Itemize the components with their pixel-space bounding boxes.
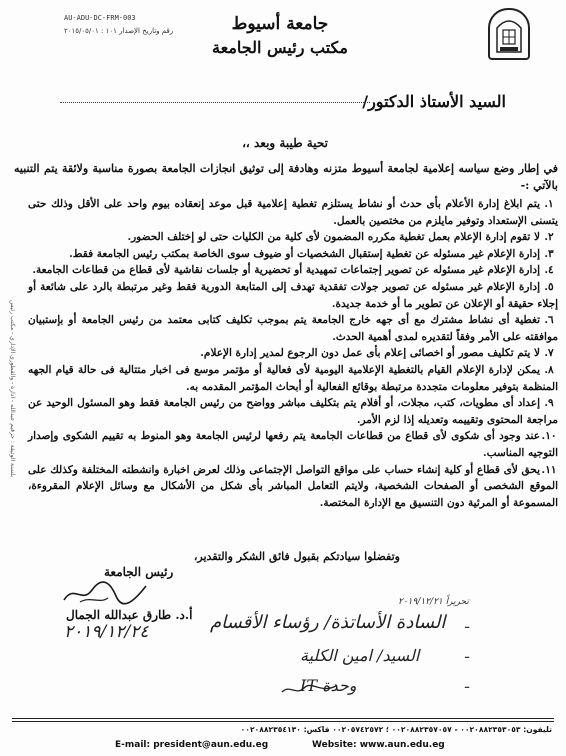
form-code: AU-ADU-DC-FRM-003 xyxy=(64,14,136,22)
item-number: ٢. xyxy=(544,231,554,244)
item-number: ١. xyxy=(544,198,554,210)
item-text: إدارة الإعلام غير مسئوله عن تغطية إستقبال الشخصيات أو ضيوف سوى الخاصة بمكتب رئيس الجامعة فقط. xyxy=(69,247,540,260)
item-number: ٨. xyxy=(544,363,554,376)
salutation: السيد الأستاذ الدكتور/ xyxy=(362,92,506,111)
item-text: يحق لأى قطاع أو كلية إنشاء حساب على مواقع التواصل الإجتماعى وذلك لعرض اخبارة وانشطته المختلفة وكذلك على الموقع الشخصى أو الصفحات الشخصية، ولايتم التعامل المباشر بأى شكل من الأشكال مع وسائل الإعلام المقروءة، المسموعة أو المرئية دون التنسيق مع الإدارة المختصة. xyxy=(28,463,558,509)
salutation-dotted-line xyxy=(60,102,370,103)
footer-rule xyxy=(12,721,554,722)
item-number: ١٠. xyxy=(541,430,557,443)
list-item xyxy=(28,262,558,279)
item-text: إدارة الإعلام غير مسئوله عن تصوير جولات تفقدية تهدف إلى المتابعة الدورية فقط وغير مرتبطة بالرد على شائعة أو إجلاء حقيقة أو الإعلان عن تطوير ما أو خدمة جديدة. xyxy=(28,280,558,310)
item-text: يتم ابلاغ إدارة الأعلام بأى حدث أو نشاط يستلزم تغطية إعلامية قبل موعد إنعقاده بيوم واحد على الأقل وذلك حتى يتسنى الإستعداد وتوفير مايلزم من مختصين بالعمل. xyxy=(28,198,558,227)
distribution-line-2: السيد/ امين الكلية xyxy=(300,646,420,665)
item-number: ٤. xyxy=(544,264,554,277)
signature-title: رئيس الجامعة xyxy=(104,565,174,579)
list-item xyxy=(28,229,558,246)
distribution-dash: ـ xyxy=(464,676,470,692)
item-text: إدارة الإعلام غير مسئوله عن تصوير إجتماعات تمهيدية أو تحضيرية أو جلسات نقاشية لأى قطاع من قطاعات الجامعة. xyxy=(32,264,540,277)
item-number: ٥. xyxy=(544,280,554,293)
item-text: تغطية أى نشاط مشترك مع أى جهه خارج الجامعة يتم بموجب تكليف كتابى معتمد من رئيس الجامعة أو بإستبيان موافقته على الأمر وفقاً لتقديره لمدى أهمية الحدث. xyxy=(28,314,558,343)
issue-date: رقم وتاريخ الإصدار ١٠١ : ٢٠١٥/٠٥/٠١ xyxy=(64,27,174,35)
handwritten-signature xyxy=(60,578,150,608)
instruction-list xyxy=(28,196,558,511)
item-number: ١١. xyxy=(541,463,557,476)
footer-rule xyxy=(12,718,554,719)
distribution-dash: ـ xyxy=(464,616,470,632)
footer-website: Website: www.aun.edu.eg xyxy=(312,740,445,750)
footer-phones: تليفون: ٠٠٢٠٨٨٢٣٥٣٠٥٣ - ٠٠٢٠٨٨٢٣٥٧٠٥٧ ؛ ٠٠٢٠٥٧٤٢٥٧٢ فاكس: ٠٠٢٠٨٨٢٣٥٤١٣٠ xyxy=(240,725,552,734)
item-text: إعداد أى مطويات، كتب، مجلات، أو أفلام يتم بتكليف مباشر وواضح من رئيس الجامعة فقط وهو المسئول الوحيد عن مراجعة المحتوى وتقييمه وتعديله إذا لزم الأمر. xyxy=(28,397,558,426)
distribution-line-3: وحدة IT xyxy=(300,676,357,695)
list-item xyxy=(28,246,558,263)
list-item xyxy=(28,428,558,461)
item-number: ٧. xyxy=(544,347,554,360)
footer-email: E-mail: president@aun.edu.eg xyxy=(115,740,269,750)
list-item xyxy=(28,345,558,362)
university-name: جامعة أسيوط xyxy=(231,14,329,34)
greeting: تحية طيبة وبعد ،، xyxy=(242,136,328,150)
signatory-name: أ.د. طارق عبدالله الجمال xyxy=(66,608,193,622)
intro-paragraph: في إطار وضع سياسه إعلامية لجامعة أسيوط متزنه وهادفة إلى توثيق انجازات الجامعة بصورة مناسبة ولائقة يتم التنبيه بالآتي :- xyxy=(14,162,558,192)
item-text: يمكن لإدارة الإعلام القيام بالتغطية الإعلامية اليومية لأى فعالية أو مؤتمر موسع فى اخبار متتالية فى حالة قيام الجهه المنظمة بتوفير معلومات متجددة مرتبطة بوقائع الفعالية أو أبحاث المؤتمر المقدمه به. xyxy=(28,363,558,393)
list-item xyxy=(28,462,558,512)
item-number: ٣. xyxy=(544,247,554,260)
list-item xyxy=(28,362,558,395)
crest-graphic xyxy=(492,12,526,56)
item-text: عند وجود أى شكوى لأى قطاع من قطاعات الجامعة يتم رفعها لرئيس الجامعة وهو المنوط به تقييم الشكوى وإصدار التوجيه المناسب. xyxy=(28,430,558,459)
office-name: مكتب رئيس الجامعة xyxy=(212,38,348,57)
letter-date: تحريراً ٢٠١٩/١٢/٢١ xyxy=(398,597,469,607)
item-number: ٩. xyxy=(544,397,554,410)
distribution-line-1: السادة الأساتذة/ رؤساء الأقسام xyxy=(210,612,446,633)
signature-date: ٢٠١٩/١٢/٢٤ xyxy=(64,622,149,642)
handwritten-initials xyxy=(280,680,340,700)
distribution-dash: ـ xyxy=(464,646,470,662)
item-text: لا يتم تكليف مصور أو اخصائى إعلام بأى عمل دون الرجوع لمدير إدارة الإعلام. xyxy=(200,347,540,360)
list-item xyxy=(28,312,558,345)
list-item xyxy=(28,279,558,312)
item-text: لا تقوم إدارة الإعلام بعمل تغطية مكرره المضمون لأى كلية من الكليات حتى لو إختلف الحضور. xyxy=(127,231,540,244)
list-item xyxy=(28,196,558,229)
side-note: بلسنة الوثيقة : حرقيم عبدالله - ادارة - والقطوري الإداري - مكتب رئيس xyxy=(9,300,16,478)
university-crest-icon xyxy=(488,8,530,60)
closing-line: وتفضلوا سيادتكم بقبول فائق الشكر والتقدير، xyxy=(193,550,400,563)
list-item xyxy=(28,395,558,428)
item-number: ٦. xyxy=(544,314,554,327)
